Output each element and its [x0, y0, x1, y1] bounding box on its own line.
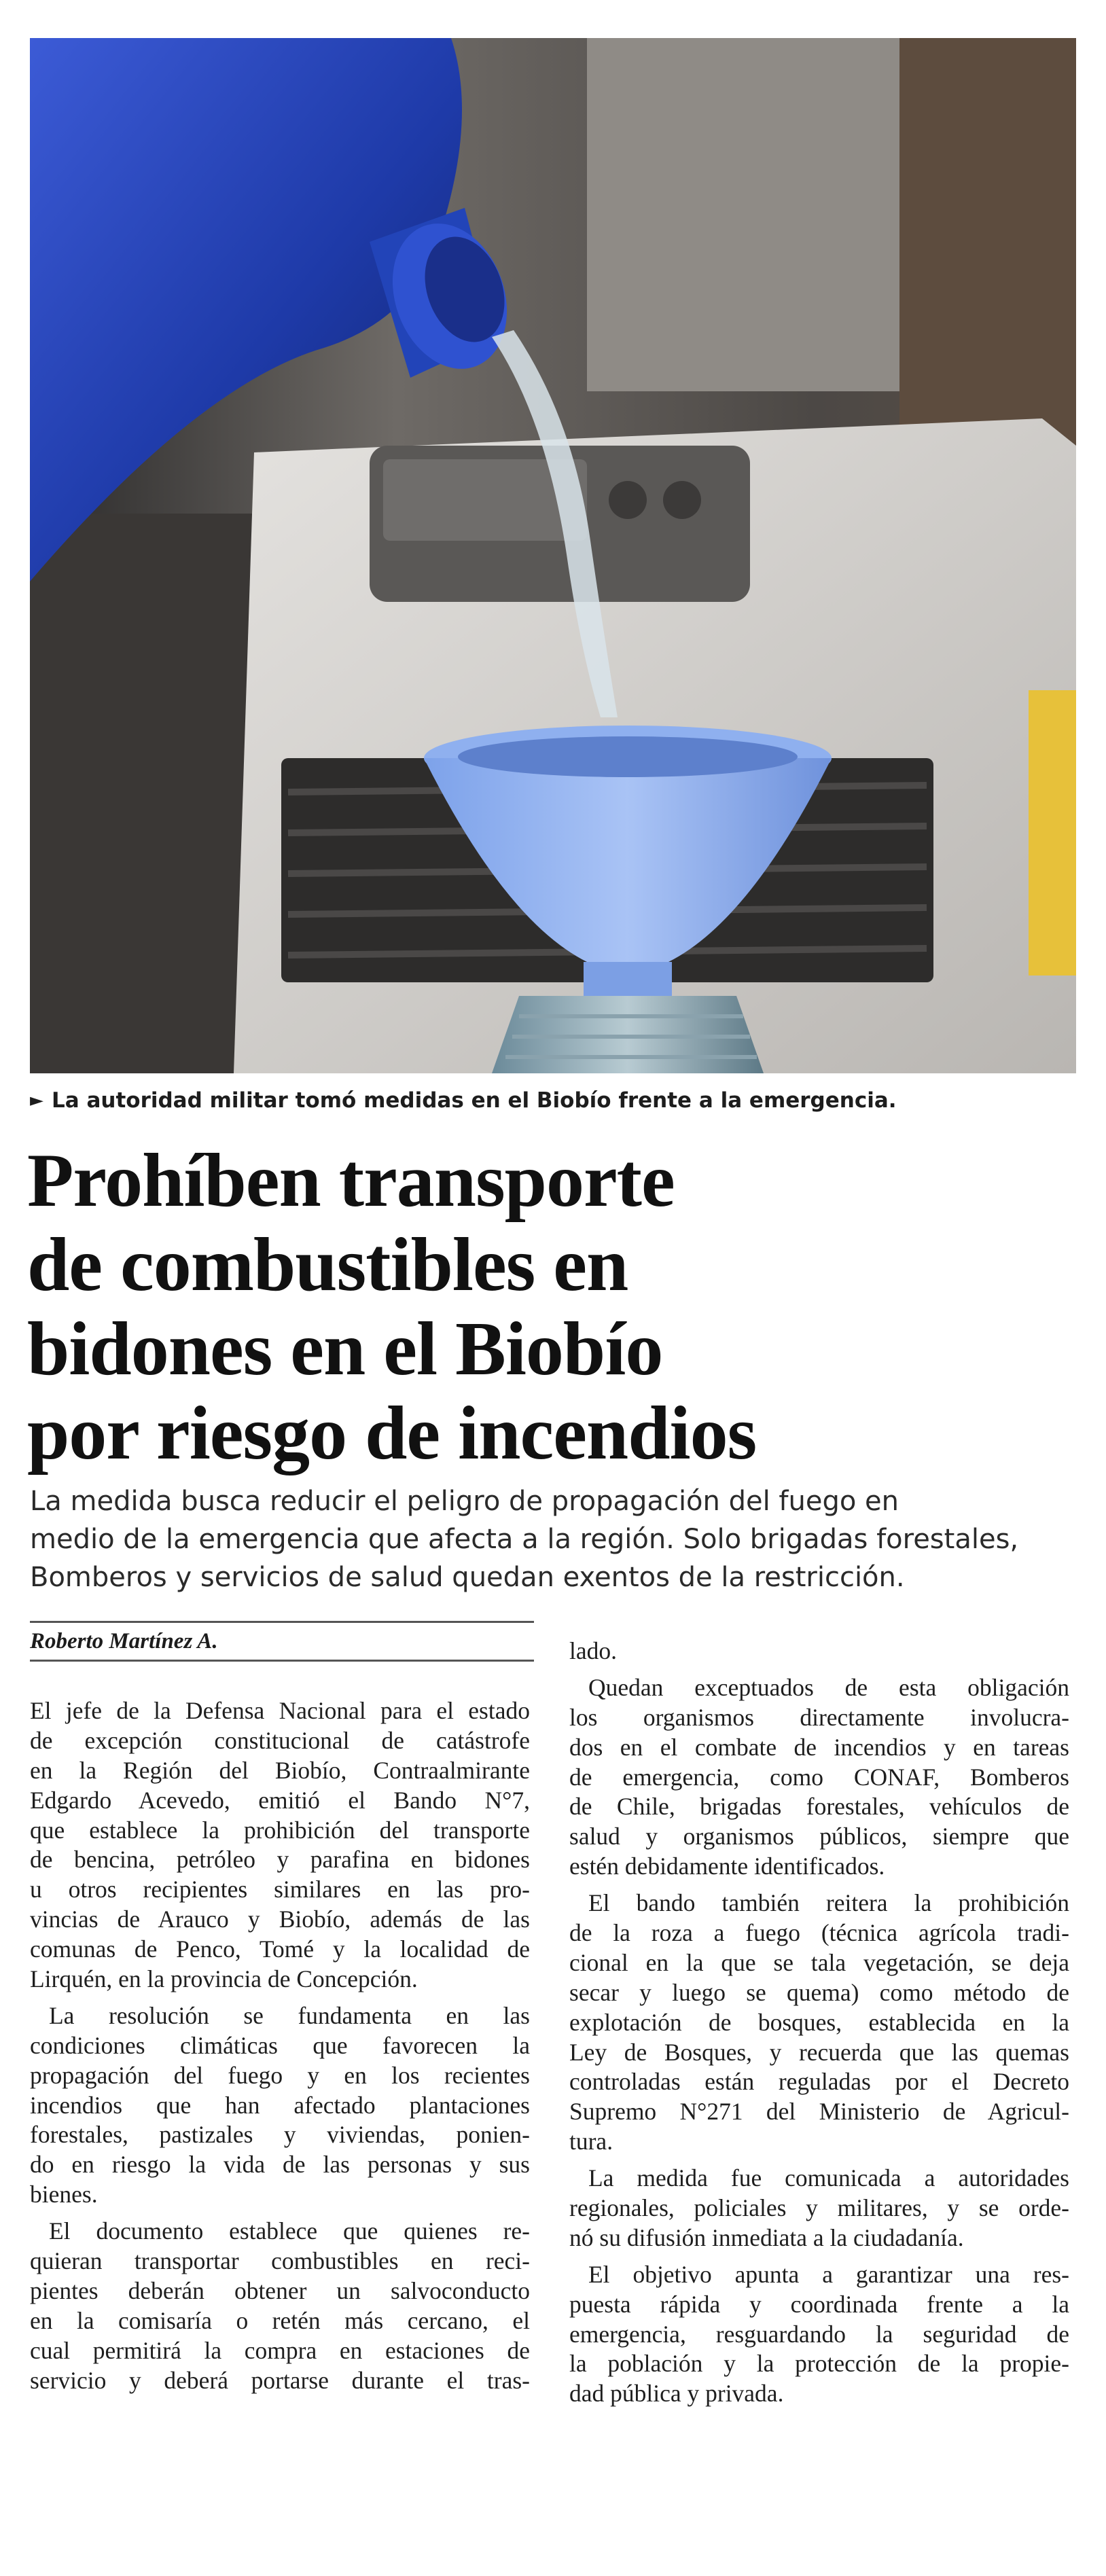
- body-line: La resolución se fundamenta en las: [49, 2001, 530, 2029]
- photo-caption: [30, 1086, 1076, 1115]
- headline: [27, 1139, 1087, 1475]
- body-paragraph: [30, 1696, 530, 1994]
- body-line: regionales, policiales y militares, y se orde-: [569, 2194, 1069, 2222]
- body-line: de emergencia, como CONAF, Bomberos: [569, 1763, 1069, 1791]
- body-line: comunas de Penco, Tomé y la localidad de: [30, 1935, 530, 1963]
- body-line: Supremo N°271 del Ministerio de Agricul-: [569, 2098, 1069, 2126]
- body-line: de excepción constitucional de catástrofe: [30, 1726, 530, 1754]
- headline-line: bidones en el Biobío: [27, 1307, 663, 1391]
- body-line: Quedan exceptuados de esta obligación: [588, 1673, 1069, 1701]
- article-photo: [30, 38, 1076, 1073]
- body-line: nó su difusión inmediata a la ciudadanía.: [569, 2223, 964, 2251]
- body-line: la población y la protección de la propie-: [569, 2350, 1069, 2378]
- body-line: salud y organismos públicos, siempre que: [569, 1823, 1069, 1850]
- body-line: en la Región del Biobío, Contraalmirante: [30, 1756, 530, 1784]
- body-line: que establece la prohibición del transporte: [30, 1816, 530, 1844]
- caption-arrow-icon: ►: [30, 1090, 43, 1111]
- body-line: Ley de Bosques, y recuerda que las quemas: [569, 2038, 1069, 2066]
- body-line: estén debidamente identificados.: [569, 1853, 885, 1880]
- byline: Roberto Martínez A.: [30, 1629, 218, 1653]
- body-line: de la roza a fuego (técnica agrícola tradi-: [569, 1919, 1069, 1947]
- body-line: cional en la que se tala vegetación, se deja: [569, 1948, 1069, 1976]
- body-line: los organismos directamente involucra-: [569, 1703, 1069, 1731]
- body-line: Lirquén, en la provincia de Concepción.: [30, 1965, 418, 1993]
- body-paragraph: [30, 2217, 530, 2395]
- body-line: condiciones climáticas que favorecen la: [30, 2031, 530, 2059]
- body-line: vincias de Arauco y Biobío, además de las: [30, 1906, 530, 1933]
- deck-line: La medida busca reducir el peligro de propagación del fuego en: [30, 1486, 899, 1517]
- body-paragraph: [569, 1673, 1069, 1882]
- body-line: pientes deberán obtener un salvoconducto: [30, 2276, 530, 2304]
- body-line: cual permitirá la compra en estaciones de: [30, 2336, 530, 2364]
- body-line: Edgardo Acevedo, emitió el Bando N°7,: [30, 1786, 530, 1814]
- body-line: El jefe de la Defensa Nacional para el estado: [30, 1697, 530, 1724]
- body-paragraph: [569, 1636, 1069, 1666]
- caption-text: La autoridad militar tomó medidas en el Biobío frente a la emergencia.: [52, 1088, 897, 1113]
- body-line: dad pública y privada.: [569, 2380, 784, 2408]
- photo-illustration: [30, 38, 1076, 1073]
- body-line: de bencina, petróleo y parafina en bidones: [30, 1846, 530, 1874]
- body-line: dos en el combate de incendios y en tareas: [569, 1733, 1069, 1761]
- deck-line: medio de la emergencia que afecta a la región. Solo brigadas forestales,: [30, 1524, 1019, 1555]
- body-line: emergencia, resguardando la seguridad de: [569, 2320, 1069, 2348]
- body-column-1: [30, 1696, 530, 2395]
- body-line: controladas están reguladas por el Decreto: [569, 2068, 1069, 2096]
- body-line: El documento establece que quienes re-: [49, 2217, 530, 2245]
- body-column-2: [569, 1636, 1069, 2409]
- byline-bottom-rule: [30, 1660, 534, 1662]
- body-line: en la comisaría o retén más cercano, el: [30, 2306, 530, 2334]
- headline-line: de combustibles en: [27, 1223, 628, 1307]
- body-line: do en riesgo la vida de las personas y sus: [30, 2151, 530, 2179]
- body-line: quieran transportar combustibles en reci-: [30, 2247, 530, 2275]
- body-line: El objetivo apunta a garantizar una res-: [588, 2260, 1069, 2288]
- body-line: incendios que han afectado plantaciones: [30, 2091, 530, 2119]
- deck-summary: [30, 1482, 1090, 1596]
- deck-line: Bomberos y servicios de salud quedan exentos de la restricción.: [30, 1562, 905, 1593]
- body-line: lado.: [569, 1637, 617, 1664]
- headline-line: Prohíben transporte: [27, 1139, 675, 1223]
- body-line: puesta rápida y coordinada frente a la: [569, 2290, 1069, 2318]
- body-line: de Chile, brigadas forestales, vehículos de: [569, 1793, 1069, 1821]
- body-paragraph: [30, 2001, 530, 2210]
- body-line: secar y luego se quema) como método de: [569, 1978, 1069, 2006]
- body-paragraph: [569, 2260, 1069, 2409]
- body-line: forestales, pastizales y viviendas, ponien-: [30, 2121, 530, 2149]
- body-line: propagación del fuego y en los recientes: [30, 2061, 530, 2089]
- body-paragraph: [569, 1889, 1069, 2157]
- body-line: El bando también reitera la prohibición: [588, 1889, 1069, 1917]
- body-line: bienes.: [30, 2181, 98, 2208]
- body-line: servicio y deberá portarse durante el tras-: [30, 2366, 530, 2394]
- body-line: tura.: [569, 2128, 613, 2155]
- body-line: u otros recipientes similares en las pro-: [30, 1876, 530, 1903]
- body-line: explotación de bosques, establecida en la: [569, 2008, 1069, 2036]
- body-paragraph: [569, 2164, 1069, 2253]
- byline-top-rule: [30, 1621, 534, 1623]
- body-line: La medida fue comunicada a autoridades: [588, 2164, 1069, 2192]
- headline-line: por riesgo de incendios: [27, 1391, 757, 1475]
